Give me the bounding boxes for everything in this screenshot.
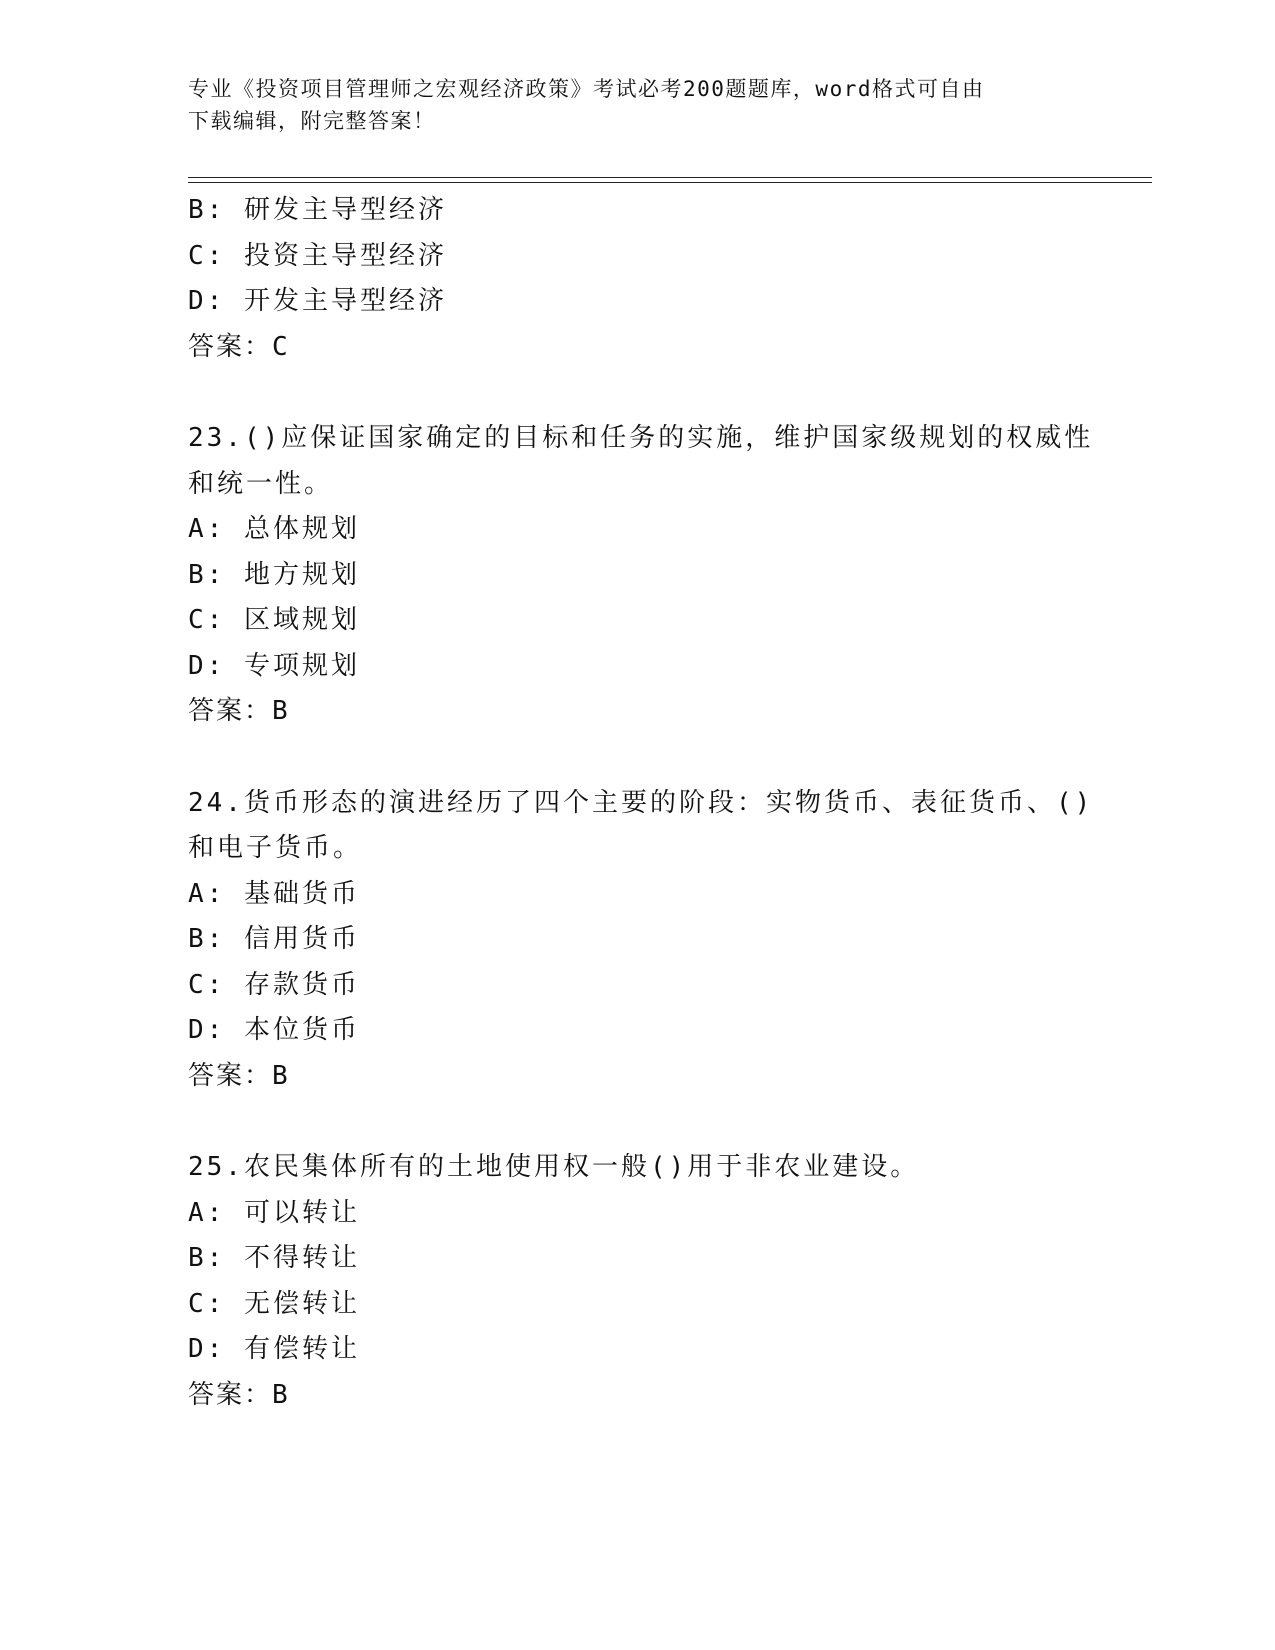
option-d: D: 本位货币 (188, 1015, 360, 1045)
option-b: B: 研发主导型经济 (188, 195, 447, 225)
option-c: C: 投资主导型经济 (188, 240, 447, 271)
option-c: C: 无偿转让 (188, 1288, 360, 1319)
option-a: A: 基础货币 (188, 878, 360, 909)
header-rule-bottom (188, 182, 1152, 183)
question-25 (188, 1145, 1088, 1418)
question-23 (188, 416, 1094, 735)
answer-line: 答案：B (188, 1060, 290, 1091)
option-d: D: 专项规划 (188, 650, 360, 681)
option-a: A: 可以转让 (188, 1197, 360, 1228)
question-list (188, 188, 1094, 1418)
question-stem-line-2: 和电子货币。 (188, 833, 363, 863)
question-stem-line-2: 和统一性。 (188, 468, 334, 499)
document-header (188, 73, 1068, 137)
header-line-2: 下载编辑，附完整答案！ (188, 109, 436, 133)
option-c: C: 存款货币 (188, 969, 360, 1000)
option-b: B: 地方规划 (188, 559, 360, 590)
option-d: D: 有偿转让 (188, 1334, 360, 1364)
option-d: D: 开发主导型经济 (188, 286, 447, 316)
option-a: A: 总体规划 (188, 514, 360, 544)
header-line-1: 专业《投资项目管理师之宏观经济政策》考试必考200题题库，word格式可自由 (188, 77, 985, 101)
answer-line: 答案：B (188, 1379, 290, 1410)
answer-line: 答案：C (188, 331, 290, 362)
question-24 (188, 781, 1094, 1100)
spacer (188, 1099, 1088, 1145)
spacer (188, 370, 1088, 416)
header-rule-top (188, 177, 1152, 178)
spacer (188, 735, 1088, 781)
question-stem-line-1: 24.货币形态的演进经历了四个主要的阶段：实物货币、表征货币、() (188, 787, 1094, 818)
option-c: C: 区域规划 (188, 605, 360, 635)
answer-line: 答案：B (188, 696, 290, 726)
question-stem-line-1: 23.()应保证国家确定的目标和任务的实施，维护国家级规划的权威性 (188, 423, 1094, 453)
question-22-continued (188, 188, 1088, 370)
question-stem-line-1: 25.农民集体所有的土地使用权一般()用于非农业建设。 (188, 1152, 920, 1182)
option-b: B: 不得转让 (188, 1243, 360, 1273)
option-b: B: 信用货币 (188, 924, 360, 954)
